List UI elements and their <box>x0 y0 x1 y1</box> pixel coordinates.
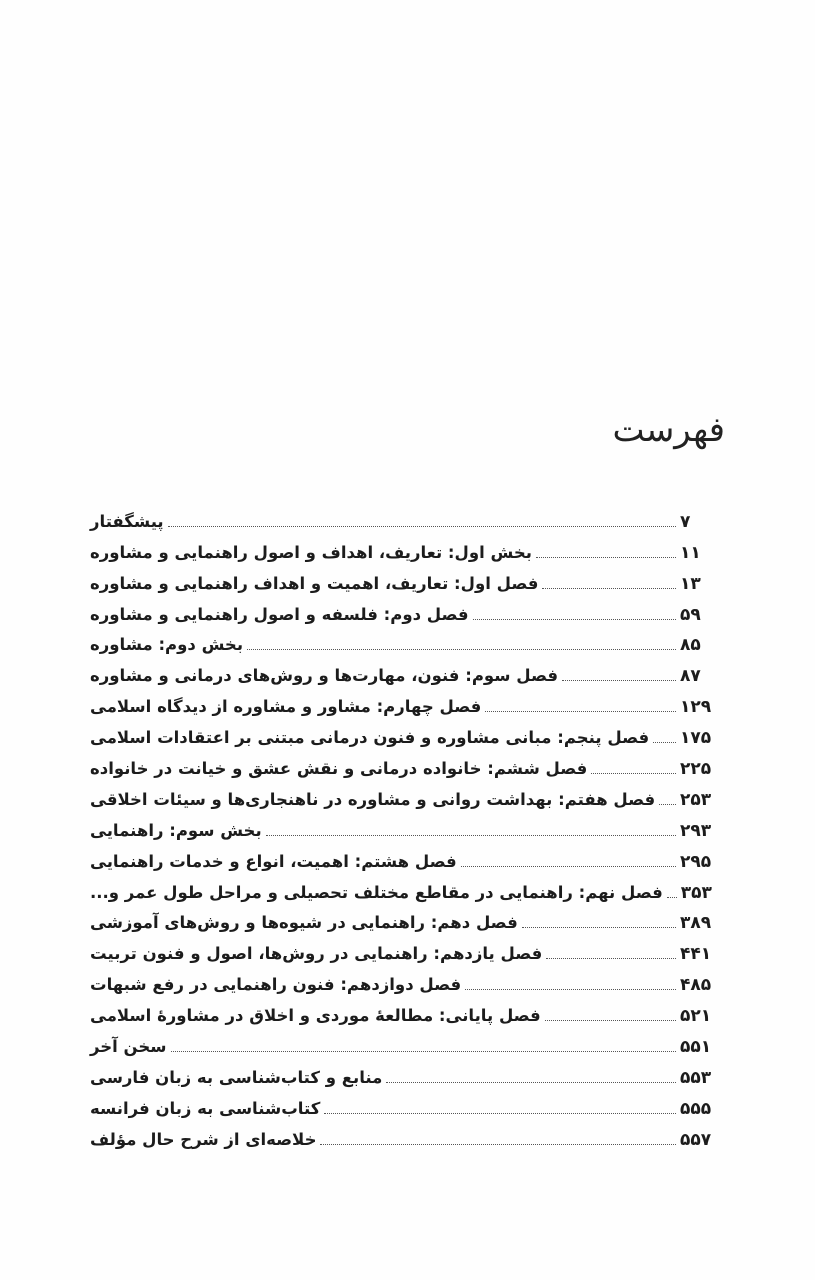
toc-entry-page-number: ۱۲۹ <box>680 697 712 718</box>
toc-entry-label: فصل چهارم: مشاور و مشاوره از دیدگاه اسلامی <box>90 697 482 717</box>
toc-entry-page-number: ۵۵۱ <box>680 1037 712 1058</box>
toc-entry <box>88 502 724 533</box>
dot-leader <box>536 557 676 558</box>
toc-entry <box>88 1120 724 1151</box>
dot-leader <box>653 742 676 743</box>
toc-entry-page-number: ۴۸۵ <box>680 975 712 996</box>
toc-entry-page-number: ۱۱ <box>680 542 701 563</box>
toc-entry <box>88 687 724 718</box>
toc-entry-page-number: ۷ <box>680 511 691 532</box>
toc-entry-label: فصل اول: تعاریف، اهمیت و اهداف راهنمایی و مشاوره <box>90 573 539 593</box>
toc-entry-page-number: ۲۵۳ <box>680 789 712 810</box>
toc-entry-label: فصل یازدهم: راهنمایی در روش‌ها، اصول و فنون تربیت <box>90 944 543 964</box>
toc-entry-page-number: ۲۹۵ <box>680 851 712 872</box>
toc-entry <box>88 564 724 595</box>
dot-leader <box>546 958 676 959</box>
dot-leader <box>320 1144 676 1145</box>
toc-title: فهرست <box>612 410 725 450</box>
toc-entry-label: فصل هفتم: بهداشت روانی و مشاوره در ناهنجاری‌ها و سیئات اخلاقی <box>90 789 656 809</box>
dot-leader <box>247 649 676 650</box>
toc-entry-page-number: ۵۵۷ <box>680 1129 712 1150</box>
toc-list <box>88 502 724 1151</box>
toc-entry-page-number: ۵۹ <box>680 604 701 625</box>
toc-entry <box>88 811 724 842</box>
toc-entry <box>88 626 724 657</box>
toc-entry <box>88 996 724 1027</box>
toc-entry-label: فصل هشتم: اهمیت، انواع و خدمات راهنمایی <box>90 851 457 871</box>
toc-entry-page-number: ۳۸۹ <box>680 913 712 934</box>
toc-entry <box>88 718 724 749</box>
toc-entry <box>88 780 724 811</box>
toc-entry <box>88 749 724 780</box>
toc-entry-label: فصل پایانی: مطالعهٔ موردی و اخلاق در مشاورهٔ اسلامی <box>90 1006 541 1026</box>
toc-entry-page-number: ۲۲۵ <box>680 759 712 780</box>
toc-entry-page-number: ۵۵۳ <box>680 1067 712 1088</box>
dot-leader <box>591 773 676 774</box>
toc-entry-label: فصل پنجم: مبانی مشاوره و فنون درمانی مبتنی بر اعتقادات اسلامی <box>90 728 650 748</box>
toc-entry-page-number: ۱۳ <box>680 573 701 594</box>
toc-entry <box>88 934 724 965</box>
dot-leader <box>168 526 676 527</box>
dot-leader <box>473 619 676 620</box>
toc-entry <box>88 1089 724 1120</box>
toc-entry-label: بخش دوم: مشاوره <box>90 635 244 655</box>
toc-entry-label: بخش سوم: راهنمایی <box>90 820 262 840</box>
toc-entry-label: فصل نهم: راهنمایی در مقاطع مختلف تحصیلی و مراحل طول عمر و... <box>90 882 663 902</box>
toc-entry-page-number: ۸۵ <box>680 635 701 656</box>
toc-entry <box>88 1058 724 1089</box>
dot-leader <box>659 804 676 805</box>
toc-entry-page-number: ۳۵۳ <box>680 882 712 903</box>
toc-entry-label: سخن آخر <box>90 1037 167 1057</box>
toc-entry-label: منابع و کتاب‌شناسی به زبان فارسی <box>90 1067 383 1087</box>
dot-leader <box>485 711 676 712</box>
dot-leader <box>386 1082 676 1083</box>
toc-entry <box>88 873 724 904</box>
toc-entry-label: فصل سوم: فنون، مهارت‌ها و روش‌های درمانی و مشاوره <box>90 666 559 686</box>
toc-entry-label: فصل دوم: فلسفه و اصول راهنمایی و مشاوره <box>90 604 469 624</box>
toc-entry-page-number: ۸۷ <box>680 666 701 687</box>
toc-entry-page-number: ۵۵۵ <box>680 1098 712 1119</box>
dot-leader <box>542 588 676 589</box>
toc-entry-label: فصل دهم: راهنمایی در شیوه‌ها و روش‌های آموزشی <box>90 913 518 933</box>
dot-leader <box>522 927 676 928</box>
toc-entry-label: فصل دوازدهم: فنون راهنمایی در رفع شبهات <box>90 975 462 995</box>
dot-leader <box>324 1113 676 1114</box>
toc-entry-page-number: ۲۹۳ <box>680 820 712 841</box>
toc-entry <box>88 842 724 873</box>
toc-entry-label: خلاصه‌ای از شرح حال مؤلف <box>90 1129 317 1149</box>
toc-entry-page-number: ۱۷۵ <box>680 728 712 749</box>
dot-leader <box>266 835 676 836</box>
toc-entry <box>88 595 724 626</box>
toc-entry-label: کتاب‌شناسی به زبان فرانسه <box>90 1098 321 1118</box>
toc-entry <box>88 904 724 935</box>
toc-entry-label: پیشگفتار <box>90 511 164 531</box>
toc-entry <box>88 533 724 564</box>
toc-entry-label: بخش اول: تعاریف، اهداف و اصول راهنمایی و مشاوره <box>90 542 532 562</box>
toc-entry-page-number: ۵۲۱ <box>680 1006 712 1027</box>
dot-leader <box>465 989 676 990</box>
dot-leader <box>562 680 676 681</box>
dot-leader <box>667 897 677 898</box>
toc-entry <box>88 656 724 687</box>
toc-entry <box>88 965 724 996</box>
toc-entry <box>88 1027 724 1058</box>
toc-entry-page-number: ۴۴۱ <box>680 944 712 965</box>
toc-entry-label: فصل ششم: خانواده درمانی و نقش عشق و خیانت در خانواده <box>90 759 588 779</box>
dot-leader <box>171 1051 676 1052</box>
dot-leader <box>461 866 676 867</box>
dot-leader <box>545 1020 676 1021</box>
